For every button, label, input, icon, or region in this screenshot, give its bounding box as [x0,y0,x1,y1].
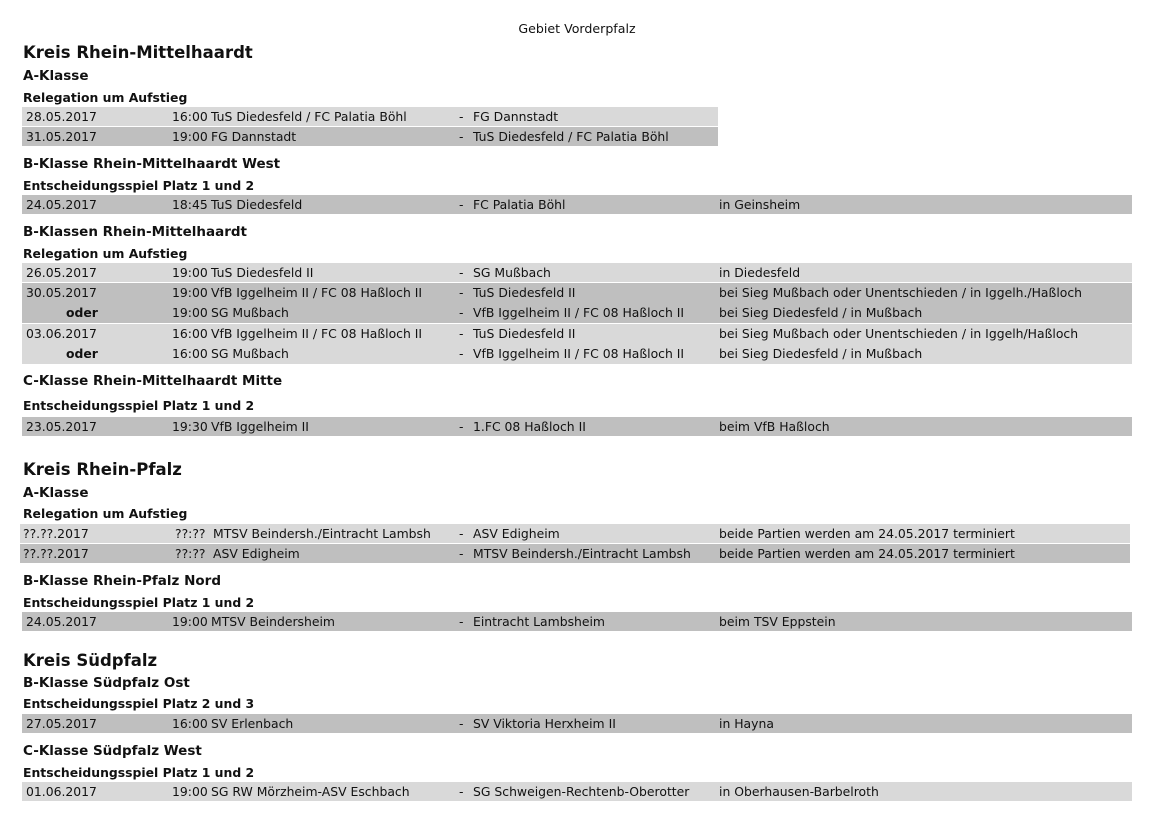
match-time: 16:00 [172,326,208,341]
match-time: 16:00 [172,716,208,731]
match-date: 24.05.2017 [26,614,97,629]
venue-note: in Hayna [719,716,774,731]
match-date: 27.05.2017 [26,716,97,731]
separator: - [459,305,464,320]
competition-subheading: Relegation um Aufstieg [23,90,188,105]
klasse-heading: B-Klasse Südpfalz Ost [23,675,190,691]
match-date: 03.06.2017 [26,326,97,341]
venue-note: in Oberhausen-Barbelroth [719,784,879,799]
home-team: VfB Iggelheim II / FC 08 Haßloch II [211,326,423,341]
separator: - [459,265,464,280]
home-team: TuS Diedesfeld II [211,265,314,280]
table-row-group [22,324,1132,364]
separator: - [459,129,464,144]
match-date: 01.06.2017 [26,784,97,799]
table-row [22,107,718,126]
home-team: SG RW Mörzheim-ASV Eschbach [211,784,410,799]
match-date: 26.05.2017 [26,265,97,280]
table-row [22,195,1132,214]
match-date: 24.05.2017 [26,197,97,212]
match-time: 19:00 [172,784,208,799]
away-team: TuS Diedesfeld II [473,285,576,300]
table-row [22,417,1132,436]
klasse-heading: B-Klasse Rhein-Mittelhaardt West [23,156,281,172]
away-team: TuS Diedesfeld II [473,326,576,341]
separator: - [459,197,464,212]
klasse-heading: C-Klasse Südpfalz West [23,743,202,759]
home-team: VfB Iggelheim II / FC 08 Haßloch II [211,285,423,300]
competition-subheading: Entscheidungsspiel Platz 1 und 2 [23,398,255,413]
match-time: 19:00 [172,285,208,300]
competition-subheading: Entscheidungsspiel Platz 1 und 2 [23,178,255,193]
separator: - [459,346,464,361]
separator: - [459,614,464,629]
home-team: FG Dannstadt [211,129,297,144]
away-team: 1.FC 08 Haßloch II [473,419,586,434]
venue-note: bei Sieg Diedesfeld / in Mußbach [719,305,923,320]
away-team: FC Palatia Böhl [473,197,566,212]
match-time: 19:00 [172,305,208,320]
table-row [22,714,1132,733]
match-date: ??.??.2017 [23,546,89,561]
separator: - [459,716,464,731]
home-team: MTSV Beindersheim [211,614,335,629]
table-row [20,524,1130,543]
separator: - [459,784,464,799]
venue-note: beim VfB Haßloch [719,419,830,434]
table-row [22,782,1132,801]
match-time: 19:00 [172,265,208,280]
home-team: MTSV Beindersh./Eintracht Lambsh [213,526,431,541]
venue-note: bei Sieg Diedesfeld / in Mußbach [719,346,923,361]
competition-subheading: Entscheidungsspiel Platz 1 und 2 [23,595,255,610]
match-time: 18:45 [172,197,208,212]
venue-note: in Geinsheim [719,197,801,212]
separator: - [459,419,464,434]
separator: - [459,326,464,341]
home-team: SG Mußbach [211,305,289,320]
klasse-heading: B-Klasse Rhein-Pfalz Nord [23,573,221,589]
away-team: SG Mußbach [473,265,551,280]
kreis-heading: Kreis Rhein-Mittelhaardt [23,43,253,62]
match-time: ??:?? [175,546,206,561]
match-date: ??.??.2017 [23,526,89,541]
home-team: VfB Iggelheim II [211,419,309,434]
competition-subheading: Relegation um Aufstieg [23,506,188,521]
klasse-heading: C-Klasse Rhein-Mittelhaardt Mitte [23,373,283,389]
competition-subheading: Relegation um Aufstieg [23,246,188,261]
away-team: FG Dannstadt [473,109,559,124]
separator: - [459,109,464,124]
separator: - [459,285,464,300]
away-team: Eintracht Lambsheim [473,614,606,629]
venue-note: in Diedesfeld [719,265,801,280]
page-title: Gebiet Vorderpfalz [518,21,636,36]
table-row [22,263,1132,282]
match-time: 16:00 [172,109,208,124]
away-team: MTSV Beindersh./Eintracht Lambsh [473,546,691,561]
separator: - [459,526,464,541]
home-team: SG Mußbach [211,346,289,361]
venue-note: beide Partien werden am 24.05.2017 terminiert [719,526,1015,541]
match-time: 19:00 [172,129,208,144]
table-row [20,544,1130,563]
home-team: SV Erlenbach [211,716,294,731]
table-row [22,612,1132,631]
kreis-heading: Kreis Rhein-Pfalz [23,460,182,479]
alternative-label: oder [66,305,98,320]
klasse-heading: B-Klassen Rhein-Mittelhaardt [23,224,247,240]
competition-subheading: Entscheidungsspiel Platz 2 und 3 [23,696,255,711]
separator: - [459,546,464,561]
match-time: 19:00 [172,614,208,629]
table-row-group [22,283,1132,323]
home-team: TuS Diedesfeld [211,197,303,212]
match-date: 31.05.2017 [26,129,97,144]
venue-note: beim TSV Eppstein [719,614,836,629]
venue-note: bei Sieg Mußbach oder Unentschieden / in Iggelh./Haßloch [719,285,1083,300]
away-team: ASV Edigheim [473,526,560,541]
home-team: ASV Edigheim [213,546,300,561]
match-time: 16:00 [172,346,208,361]
match-time: ??:?? [175,526,206,541]
venue-note: bei Sieg Mußbach oder Unentschieden / in Iggelh/Haßloch [719,326,1079,341]
competition-subheading: Entscheidungsspiel Platz 1 und 2 [23,765,255,780]
away-team: VfB Iggelheim II / FC 08 Haßloch II [473,346,685,361]
match-date: 23.05.2017 [26,419,97,434]
away-team: TuS Diedesfeld / FC Palatia Böhl [473,129,669,144]
home-team: TuS Diedesfeld / FC Palatia Böhl [211,109,407,124]
klasse-heading: A-Klasse [23,485,89,501]
away-team: SV Viktoria Herxheim II [473,716,616,731]
table-row [22,127,718,146]
away-team: VfB Iggelheim II / FC 08 Haßloch II [473,305,685,320]
away-team: SG Schweigen-Rechtenb-Oberotter [473,784,690,799]
kreis-heading: Kreis Südpfalz [23,651,158,670]
match-time: 19:30 [172,419,208,434]
klasse-heading: A-Klasse [23,68,89,84]
match-date: 28.05.2017 [26,109,97,124]
alternative-label: oder [66,346,98,361]
match-date: 30.05.2017 [26,285,97,300]
venue-note: beide Partien werden am 24.05.2017 terminiert [719,546,1015,561]
